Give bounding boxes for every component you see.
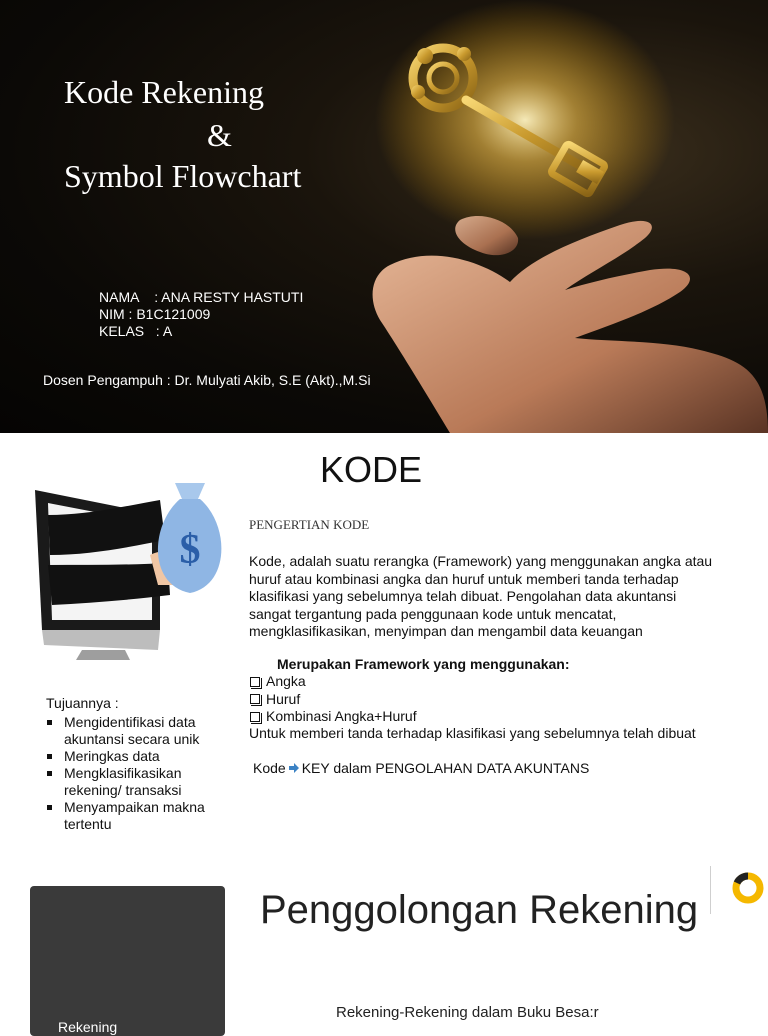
definition-paragraph: Kode, adalah suatu rerangka (Framework) yang menggunakan angka atau huruf atau kombinasi angka dan huruf untuk memberi tanda terhadap klasifikasi yang sebelumnya telah dibuat. Pengolahan data akuntansi sangat tergantung pada penggunaan kode untuk mencatat, mengklasifikasikan, menyimpan dan mengambil data keuangan: [249, 553, 713, 639]
lecturer: Dosen Pengampuh : Dr. Mulyati Akib, S.E (Akt).,M.Si: [43, 372, 371, 388]
list-item: Menyampaikan makna tertentu: [46, 799, 226, 833]
list-item: Mengidentifikasi data akuntansi secara unik: [46, 714, 226, 748]
key-statement: Kode KEY dalam PENGOLAHAN DATA AKUNTANS: [253, 760, 590, 776]
slide-title: [0, 0, 768, 433]
slide-subtitle: Rekening-Rekening dalam Buku Besa:r: [336, 1004, 599, 1021]
checkbox-bullet-icon: [250, 712, 260, 722]
section-subtitle: PENGERTIAN KODE: [249, 517, 370, 532]
framework-heading: Merupakan Framework yang menggunakan:: [277, 656, 570, 672]
svg-text:$: $: [179, 527, 201, 573]
list-item: Angka: [249, 673, 417, 691]
student-name: NAMA : ANA RESTY HASTUTI: [99, 289, 304, 305]
side-panel: [30, 886, 225, 1036]
list-item: Mengklasifikasikan rekening/ transaksi: [46, 765, 226, 799]
list-item: Kombinasi Angka+Huruf: [249, 708, 417, 726]
right-arrow-icon: [288, 762, 300, 774]
title-line-1: Kode Rekening: [64, 74, 264, 110]
slide-title: Penggolongan Rekening: [260, 888, 699, 932]
purpose-list: [46, 714, 226, 833]
computer-money-bag-icon: [30, 455, 230, 670]
ring-logo-icon: [731, 871, 765, 905]
checkbox-bullet-icon: [250, 694, 260, 704]
title-line-2: Symbol Flowchart: [64, 158, 302, 194]
title-ampersand: &: [207, 117, 232, 153]
panel-label: Rekening: [58, 1019, 118, 1035]
list-item: Huruf: [249, 691, 417, 709]
list-item: Meringkas data: [46, 748, 226, 765]
divider: [710, 866, 711, 914]
checkbox-bullet-icon: [250, 677, 260, 687]
purpose-heading: Tujuannya :: [46, 695, 119, 711]
slide-title: KODE: [320, 449, 423, 490]
slide-kode: [0, 433, 768, 858]
student-nim: NIM : B1C121009: [99, 306, 211, 322]
key-and-hand-illustration: [360, 20, 768, 433]
slide-penggolongan: [0, 858, 768, 1035]
framework-list: [249, 673, 417, 726]
hand-icon: [373, 216, 768, 433]
framework-note: Untuk memberi tanda terhadap klasifikasi yang sebelumnya telah dibuat: [249, 725, 696, 741]
student-class: KELAS : A: [99, 323, 173, 339]
